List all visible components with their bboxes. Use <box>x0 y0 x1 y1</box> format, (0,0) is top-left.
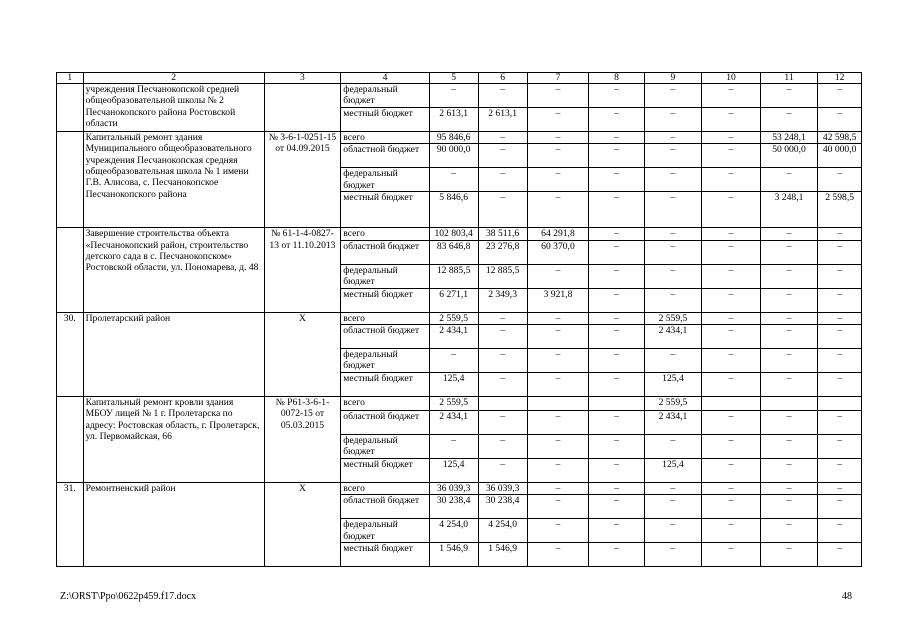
funding-type-cell: федеральный бюджет <box>341 84 429 108</box>
value-cell: – <box>644 543 702 567</box>
value-cell: – <box>589 312 644 324</box>
value-cell: – <box>818 240 862 264</box>
value-cell: – <box>760 312 818 324</box>
value-cell: 2 613,1 <box>429 107 478 131</box>
value-cell: – <box>702 168 761 192</box>
value-cell: – <box>527 131 589 143</box>
table-body <box>57 73 862 567</box>
value-cell: – <box>644 483 702 495</box>
funding-type-cell: местный бюджет <box>341 107 429 131</box>
value-cell: 3 248,1 <box>760 192 818 228</box>
value-cell: – <box>478 168 527 192</box>
value-cell: 40 000,0 <box>818 144 862 168</box>
value-cell: 36 039,3 <box>429 483 478 495</box>
value-cell: 2 559,5 <box>644 312 702 324</box>
value-cell: – <box>644 240 702 264</box>
value-cell: 2 434,1 <box>429 411 478 435</box>
funding-type-cell: всего <box>341 131 429 143</box>
value-cell: – <box>760 519 818 543</box>
value-cell: – <box>589 107 644 131</box>
value-cell: – <box>644 264 702 288</box>
funding-type-cell: федеральный бюджет <box>341 168 429 192</box>
value-cell: – <box>429 84 478 108</box>
value-cell: – <box>429 435 478 459</box>
header-cell: 6 <box>478 73 527 84</box>
value-cell: – <box>527 373 589 397</box>
table-row <box>57 84 862 108</box>
value-cell: – <box>478 435 527 459</box>
value-cell: – <box>760 543 818 567</box>
row-number-cell <box>57 131 84 227</box>
value-cell: – <box>760 325 818 349</box>
value-cell: 5 846,6 <box>429 192 478 228</box>
funding-type-cell: федеральный бюджет <box>341 519 429 543</box>
value-cell: – <box>478 312 527 324</box>
value-cell: – <box>527 144 589 168</box>
header-cell: 8 <box>589 73 644 84</box>
budget-table <box>56 72 862 567</box>
value-cell: – <box>702 411 761 435</box>
value-cell: – <box>589 483 644 495</box>
value-cell: 90 000,0 <box>429 144 478 168</box>
value-cell: – <box>818 84 862 108</box>
value-cell: – <box>527 483 589 495</box>
document-ref-cell: Х <box>264 483 341 567</box>
funding-type-cell: всего <box>341 483 429 495</box>
value-cell: – <box>702 84 761 108</box>
table-row <box>57 228 862 240</box>
funding-type-cell: всего <box>341 312 429 324</box>
value-cell: – <box>589 84 644 108</box>
value-cell: – <box>527 264 589 288</box>
value-cell: – <box>644 144 702 168</box>
value-cell: – <box>702 495 761 519</box>
value-cell: – <box>702 240 761 264</box>
value-cell: 4 254,0 <box>478 519 527 543</box>
value-cell: – <box>760 435 818 459</box>
value-cell: – <box>760 84 818 108</box>
object-name-cell: учреждения Песчанокопской средней общеобразовательной школы № 2 Песчанокопского района Ростовской области <box>83 84 264 132</box>
value-cell: 2 598,5 <box>818 192 862 228</box>
value-cell: – <box>644 288 702 312</box>
value-cell: – <box>644 192 702 228</box>
value-cell: – <box>478 349 527 373</box>
funding-type-cell: федеральный бюджет <box>341 349 429 373</box>
value-cell: 64 291,8 <box>527 228 589 240</box>
value-cell: – <box>760 240 818 264</box>
value-cell: – <box>589 373 644 397</box>
value-cell: 95 846,6 <box>429 131 478 143</box>
value-cell: – <box>527 495 589 519</box>
value-cell: – <box>527 435 589 459</box>
funding-type-cell: местный бюджет <box>341 543 429 567</box>
value-cell: – <box>818 312 862 324</box>
object-name-cell: Ремонтненский район <box>83 483 264 567</box>
value-cell: – <box>702 435 761 459</box>
value-cell: – <box>818 349 862 373</box>
table-row <box>57 397 862 411</box>
value-cell: – <box>702 543 761 567</box>
footer-file-path: Z:\ORST\Ppo\0622p459.f17.docx <box>60 591 197 602</box>
value-cell: 36 039,3 <box>478 483 527 495</box>
funding-type-cell: областной бюджет <box>341 411 429 435</box>
value-cell: 60 370,0 <box>527 240 589 264</box>
value-cell: 1 546,9 <box>429 543 478 567</box>
value-cell: – <box>527 107 589 131</box>
value-cell: – <box>760 373 818 397</box>
value-cell: – <box>478 459 527 483</box>
row-number-cell <box>57 228 84 312</box>
funding-type-cell: местный бюджет <box>341 373 429 397</box>
header-row <box>57 73 862 84</box>
value-cell: – <box>818 228 862 240</box>
value-cell: 83 646,8 <box>429 240 478 264</box>
value-cell: – <box>760 264 818 288</box>
value-cell: 125,4 <box>429 373 478 397</box>
value-cell: – <box>818 543 862 567</box>
value-cell: 4 254,0 <box>429 519 478 543</box>
object-name-cell: Пролетарский район <box>83 312 264 396</box>
funding-type-cell: местный бюджет <box>341 288 429 312</box>
header-cell: 9 <box>644 73 702 84</box>
value-cell: – <box>478 373 527 397</box>
value-cell: – <box>818 325 862 349</box>
value-cell: – <box>702 131 761 143</box>
value-cell: – <box>589 349 644 373</box>
header-cell: 2 <box>83 73 264 84</box>
object-name-cell: Капитальный ремонт здания Муниципального общеобразовательного учреждения Песчанокопская средняя общеобразовательная школа № 1 имени Г.В. Алисова, с. Песчанокопское Песчанокопского района <box>83 131 264 227</box>
value-cell: – <box>760 288 818 312</box>
table-row <box>57 312 862 324</box>
value-cell: – <box>760 411 818 435</box>
value-cell: – <box>478 144 527 168</box>
header-cell: 12 <box>818 73 862 84</box>
header-cell: 3 <box>264 73 341 84</box>
value-cell: – <box>589 411 644 435</box>
row-number-cell <box>57 397 84 483</box>
object-name-cell: Завершение строительства объекта «Песчанокопский район, строительство детского сада в с. Песчанокопском» Ростовской области, ул. Пономарева, д. 48 <box>83 228 264 312</box>
value-cell: – <box>527 411 589 435</box>
value-cell: 12 885,5 <box>429 264 478 288</box>
value-cell: – <box>760 495 818 519</box>
value-cell: – <box>589 131 644 143</box>
value-cell: – <box>589 519 644 543</box>
value-cell: – <box>644 435 702 459</box>
value-cell: – <box>818 107 862 131</box>
value-cell: – <box>478 84 527 108</box>
value-cell: – <box>818 288 862 312</box>
value-cell <box>589 397 644 411</box>
value-cell: – <box>760 483 818 495</box>
document-ref-cell: № 61-1-4-0827-13 от 11.10.2013 <box>264 228 341 312</box>
funding-type-cell: всего <box>341 228 429 240</box>
value-cell: – <box>589 435 644 459</box>
value-cell: – <box>760 107 818 131</box>
value-cell: – <box>429 168 478 192</box>
value-cell: – <box>760 228 818 240</box>
value-cell: – <box>818 411 862 435</box>
funding-type-cell: федеральный бюджет <box>341 264 429 288</box>
value-cell: – <box>702 459 761 483</box>
value-cell: – <box>702 264 761 288</box>
value-cell: – <box>527 543 589 567</box>
value-cell: 38 511,6 <box>478 228 527 240</box>
value-cell: – <box>702 192 761 228</box>
funding-type-cell: федеральный бюджет <box>341 435 429 459</box>
value-cell: – <box>644 131 702 143</box>
value-cell: – <box>589 325 644 349</box>
value-cell: – <box>527 325 589 349</box>
value-cell <box>818 397 862 411</box>
value-cell: – <box>702 228 761 240</box>
funding-type-cell: областной бюджет <box>341 495 429 519</box>
funding-type-cell: областной бюджет <box>341 144 429 168</box>
header-cell: 1 <box>57 73 84 84</box>
value-cell: 2 434,1 <box>644 411 702 435</box>
value-cell: – <box>818 495 862 519</box>
value-cell: 50 000,0 <box>760 144 818 168</box>
value-cell <box>527 397 589 411</box>
value-cell: – <box>527 519 589 543</box>
header-cell: 5 <box>429 73 478 84</box>
value-cell: – <box>702 373 761 397</box>
value-cell: – <box>818 264 862 288</box>
value-cell: – <box>644 107 702 131</box>
value-cell: – <box>818 435 862 459</box>
value-cell: 2 434,1 <box>644 325 702 349</box>
value-cell: – <box>527 312 589 324</box>
value-cell: 2 613,1 <box>478 107 527 131</box>
value-cell: – <box>527 349 589 373</box>
header-cell: 7 <box>527 73 589 84</box>
value-cell: – <box>760 349 818 373</box>
value-cell: 12 885,5 <box>478 264 527 288</box>
value-cell: 2 559,5 <box>429 397 478 411</box>
value-cell: – <box>478 411 527 435</box>
value-cell: – <box>644 168 702 192</box>
value-cell: 53 248,1 <box>760 131 818 143</box>
value-cell: – <box>644 84 702 108</box>
table-row <box>57 131 862 143</box>
value-cell: – <box>818 373 862 397</box>
value-cell: – <box>644 495 702 519</box>
value-cell: 30 238,4 <box>478 495 527 519</box>
funding-type-cell: областной бюджет <box>341 240 429 264</box>
value-cell: – <box>589 228 644 240</box>
value-cell: 2 559,5 <box>644 397 702 411</box>
value-cell: – <box>589 144 644 168</box>
table-row <box>57 483 862 495</box>
value-cell: 30 238,4 <box>429 495 478 519</box>
header-cell: 4 <box>341 73 429 84</box>
value-cell: 23 276,8 <box>478 240 527 264</box>
value-cell: – <box>644 349 702 373</box>
value-cell: – <box>589 264 644 288</box>
value-cell: – <box>702 325 761 349</box>
value-cell: 125,4 <box>644 459 702 483</box>
value-cell: 42 598,5 <box>818 131 862 143</box>
value-cell: – <box>760 459 818 483</box>
value-cell: 2 349,3 <box>478 288 527 312</box>
value-cell: – <box>589 495 644 519</box>
value-cell: – <box>702 288 761 312</box>
value-cell: – <box>429 349 478 373</box>
value-cell: – <box>589 240 644 264</box>
header-cell: 11 <box>760 73 818 84</box>
value-cell: – <box>818 483 862 495</box>
value-cell: – <box>527 168 589 192</box>
document-ref-cell <box>264 84 341 132</box>
value-cell: 3 921,8 <box>527 288 589 312</box>
value-cell: – <box>589 543 644 567</box>
row-number-cell <box>57 84 84 132</box>
value-cell <box>478 397 527 411</box>
page-number: 48 <box>842 591 852 602</box>
value-cell <box>702 397 761 411</box>
object-name-cell: Капитальный ремонт кровли здания МБОУ лицей № 1 г. Пролетарска по адресу: Ростовская область, г. Пролетарск, ул. Первомайская, 66 <box>83 397 264 483</box>
value-cell: – <box>644 519 702 543</box>
value-cell: – <box>702 519 761 543</box>
value-cell: – <box>527 84 589 108</box>
document-ref-cell: № Р61-3-6-1-0072-15 от 05.03.2015 <box>264 397 341 483</box>
value-cell: – <box>478 131 527 143</box>
value-cell: – <box>589 459 644 483</box>
document-ref-cell: № 3-6-1-0251-15 от 04.09.2015 <box>264 131 341 227</box>
value-cell: – <box>589 168 644 192</box>
value-cell: – <box>760 168 818 192</box>
value-cell: – <box>818 459 862 483</box>
value-cell: – <box>818 519 862 543</box>
value-cell: – <box>644 228 702 240</box>
funding-type-cell: местный бюджет <box>341 192 429 228</box>
value-cell: – <box>702 107 761 131</box>
value-cell: 1 546,9 <box>478 543 527 567</box>
value-cell: 102 803,4 <box>429 228 478 240</box>
value-cell: – <box>589 192 644 228</box>
value-cell: – <box>818 168 862 192</box>
value-cell: 2 434,1 <box>429 325 478 349</box>
value-cell: – <box>702 312 761 324</box>
value-cell: 6 271,1 <box>429 288 478 312</box>
value-cell: 125,4 <box>429 459 478 483</box>
row-number-cell: 31. <box>57 483 84 567</box>
funding-type-cell: всего <box>341 397 429 411</box>
value-cell <box>760 397 818 411</box>
funding-type-cell: местный бюджет <box>341 459 429 483</box>
value-cell: – <box>478 192 527 228</box>
value-cell: – <box>527 459 589 483</box>
funding-type-cell: областной бюджет <box>341 325 429 349</box>
value-cell: – <box>527 192 589 228</box>
value-cell: – <box>589 288 644 312</box>
value-cell: – <box>702 144 761 168</box>
row-number-cell: 30. <box>57 312 84 396</box>
header-cell: 10 <box>702 73 761 84</box>
value-cell: 125,4 <box>644 373 702 397</box>
document-ref-cell: Х <box>264 312 341 396</box>
value-cell: 2 559,5 <box>429 312 478 324</box>
value-cell: – <box>478 325 527 349</box>
value-cell: – <box>702 349 761 373</box>
value-cell: – <box>702 483 761 495</box>
